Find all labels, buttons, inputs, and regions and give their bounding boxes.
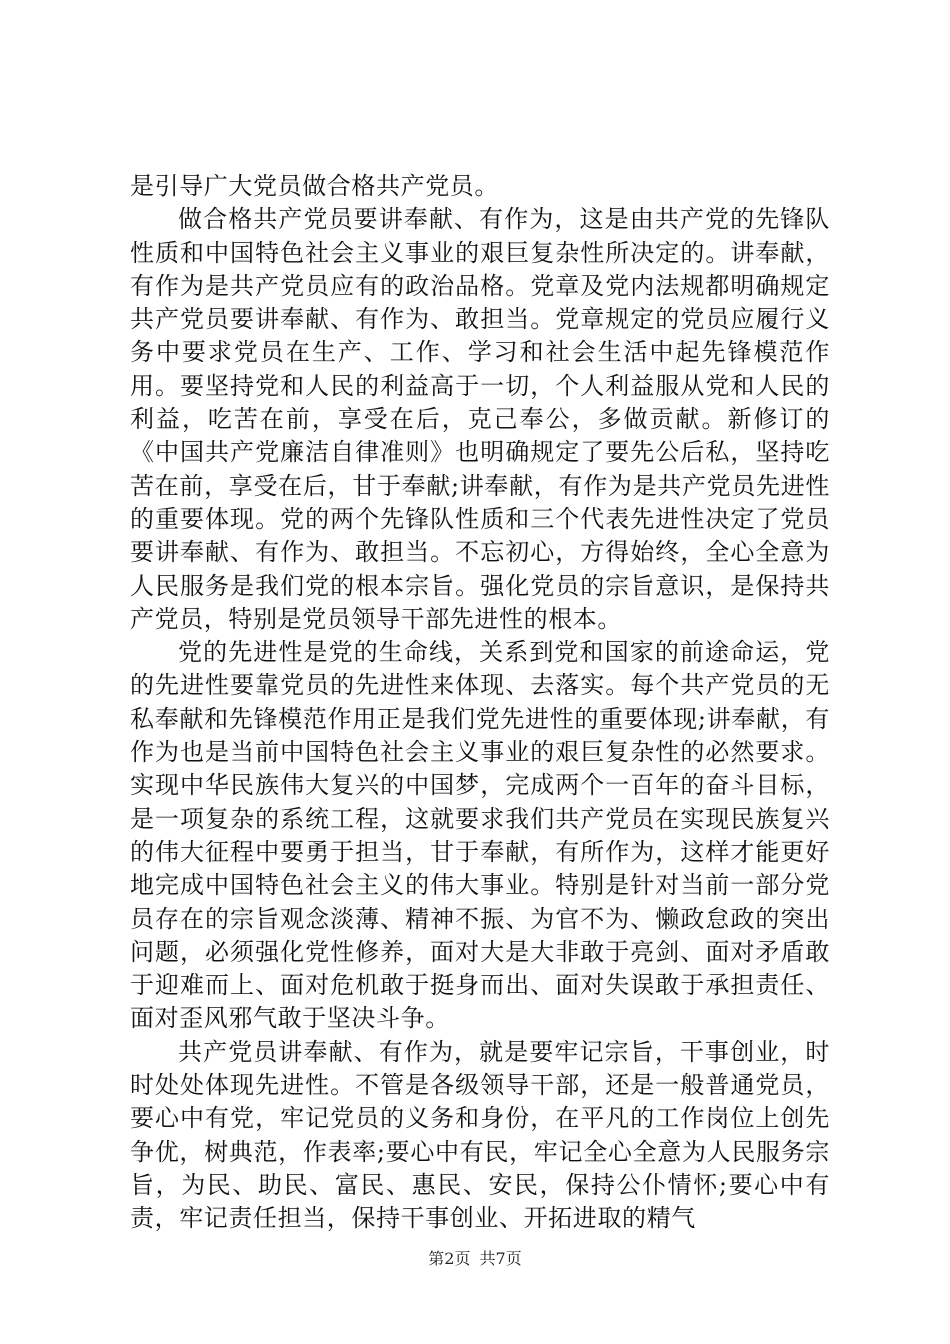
document-body [130,170,830,1236]
paragraph-2: 做合格共产党员要讲奉献、有作为，这是由共产党的先锋队性质和中国特色社会主义事业的艰巨复杂性所决定的。讲奉献，有作为是共产党员应有的政治品格。党章及党内法规都明确规定共产党员要讲奉献、有作为、敢担当。党章规定的党员应履行义务中要求党员在生产、工作、学习和社会生活中起先锋模范作用。要坚持党和人民的利益高于一切，个人利益服从党和人民的利益，吃苦在前，享受在后，克己奉公，多做贡献。新修订的《中国共产党廉洁自律准则》也明确规定了要先公后私，坚持吃苦在前，享受在后，甘于奉献;讲奉献，有作为是共产党员先进性的重要体现。党的两个先锋队性质和三个代表先进性决定了党员要讲奉献、有作为、敢担当。不忘初心，方得始终，全心全意为人民服务是我们党的根本宗旨。强化党员的宗旨意识，是保持共产党员，特别是党员领导干部先进性的根本。 [130,205,830,633]
page-total: 共7页 [479,1249,522,1268]
paragraph-4: 共产党员讲奉献、有作为，就是要牢记宗旨，干事创业，时时处处体现先进性。不管是各级领导干部，还是一般普通党员，要心中有党，牢记党员的义务和身份，在平凡的工作岗位上创先争优，树典范，作表率;要心中有民，牢记全心全意为人民服务宗旨，为民、助民、富民、惠民、安民，保持公仆情怀;要心中有责，牢记责任担当，保持干事创业、开拓进取的精气 [130,1037,830,1233]
page-number: 第2页 [428,1249,471,1268]
page-footer [0,1246,950,1269]
paragraph-1: 是引导广大党员做合格共产党员。 [130,172,499,200]
paragraph-3: 党的先进性是党的生命线，关系到党和国家的前途命运，党的先进性要靠党员的先进性来体现、去落实。每个共产党员的无私奉献和先锋模范作用正是我们党先进性的重要体现;讲奉献，有作为也是当前中国特色社会主义事业的艰巨复杂性的必然要求。实现中华民族伟大复兴的中国梦，完成两个一百年的奋斗目标，是一项复杂的系统工程，这就要求我们共产党员在实现民族复兴的伟大征程中要勇于担当，甘于奉献，有所作为，这样才能更好地完成中国特色社会主义的伟大事业。特别是针对当前一部分党员存在的宗旨观念淡薄、精神不振、为官不为、懒政怠政的突出问题，必须强化党性修养，面对大是大非敢于亮剑、面对矛盾敢于迎难而上、面对危机敢于挺身而出、面对失误敢于承担责任、面对歪风邪气敢于坚决斗争。 [130,638,830,1033]
